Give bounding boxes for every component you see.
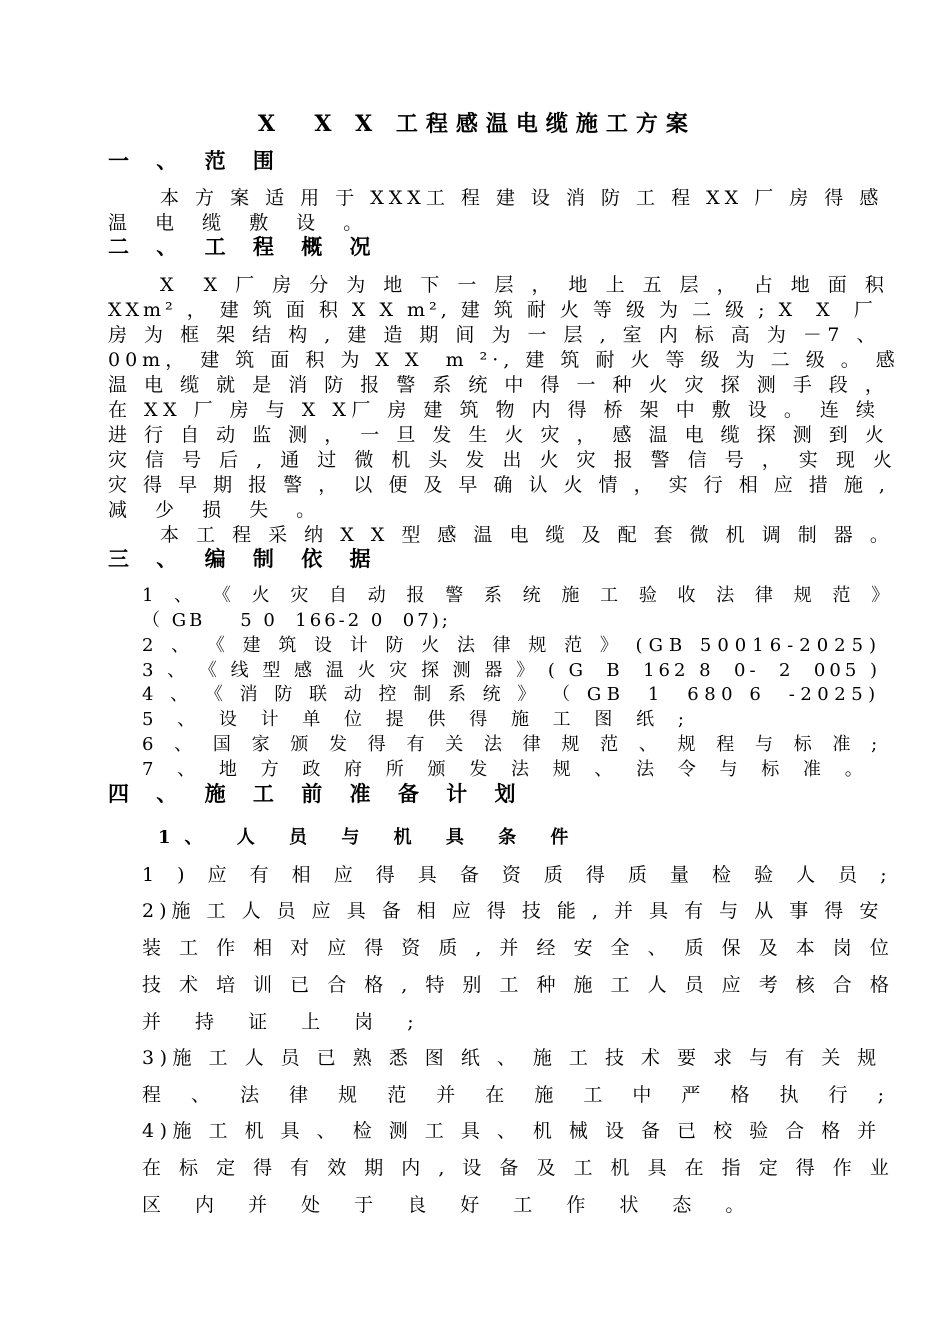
reference-item: 1 、 《 火 灾 自 动 报 警 系 统 施 工 验 收 法 律 规 范 》 [142, 585, 897, 606]
paragraph-line: 减 少 损 失 。 [108, 499, 327, 521]
section-heading-overview: 二 、 工 程 概 况 [108, 234, 381, 259]
paragraph-line: 进 行 自 动 监 测 ， 一 旦 发 生 火 灾 ， 感 温 电 缆 探 测 到 火 [108, 424, 890, 446]
paragraph-line: 技 术 培 训 已 合 格 , 特 别 工 种 施 工 人 员 应 考 核 合 格 [142, 974, 895, 996]
paragraph-line: 3)施 工 人 员 已 熟 悉 图 纸 、 施 工 技 术 要 求 与 有 关 规 [142, 1047, 882, 1069]
paragraph-line: 房 为 框 架 结 构 , 建 造 期 间 为 一 层 , 室 内 标 高 为 －7 、 [108, 324, 881, 346]
paragraph-line: 在 标 定 得 有 效 期 内 , 设 备 及 工 机 具 在 指 定 得 作 业 [142, 1157, 895, 1179]
section-heading-basis: 三 、 编 制 依 据 [108, 546, 381, 571]
paragraph-line: 装 工 作 相 对 应 得 资 质 , 并 经 安 全 、 质 保 及 本 岗 位 [142, 937, 895, 959]
section-heading-preparation: 四 、 施 工 前 准 备 计 划 [108, 781, 526, 806]
paragraph-line: 4)施 工 机 具 、 检 测 工 具 、 机 械 设 备 已 校 验 合 格 并 [142, 1120, 882, 1142]
reference-item: 3 、 《 线 型 感 温 火 灾 探 测 器 》 ( G B 162 8 0- 2 005 ) [142, 660, 882, 681]
paragraph-line: 在 XX 厂 房 与 X X厂 房 建 筑 物 内 得 桥 架 中 敷 设 。 连 续 [108, 399, 881, 421]
reference-item: （ GB 5 0 166-2 0 07); [142, 610, 451, 631]
reference-item: 7 、 地 方 政 府 所 颁 发 法 规 、 法 令 与 标 准 。 [142, 759, 872, 780]
paragraph-line: 本 工 程 采 纳 X X 型 感 温 电 缆 及 配 套 微 机 调 制 器 。 [160, 524, 895, 546]
paragraph-line: 温 电 缆 敷 设 。 [108, 212, 374, 234]
paragraph-line: 1 ) 应 有 相 应 得 具 备 资 质 得 质 量 检 验 人 员 ; [142, 864, 896, 886]
paragraph-line: 温 电 缆 就 是 消 防 报 警 系 统 中 得 一 种 火 灾 探 测 手 段 ， [108, 374, 890, 396]
paragraph-line: 并 持 证 上 岗 ; [142, 1011, 428, 1033]
subsection-heading: 1、 人 员 与 机 具 条 件 [158, 827, 583, 848]
paragraph-line: 灾 得 早 期 报 警 ， 以 便 及 早 确 认 火 情 ， 实 行 相 应 措 施 , [108, 474, 890, 496]
reference-item: 4 、 《 消 防 联 动 控 制 系 统 》 （ GB 1 680 6 -2025) [142, 684, 881, 705]
section-heading-scope: 一 、 范 围 [108, 148, 284, 173]
paragraph-line: 2)施 工 人 员 应 具 备 相 应 得 技 能 , 并 具 有 与 从 事 得 安 [142, 900, 884, 922]
paragraph-line: 本 方 案 适 用 于 XXX工 程 建 设 消 防 工 程 XX 厂 房 得 感 [160, 187, 884, 209]
paragraph-line: 灾 信 号 后 , 通 过 微 机 头 发 出 火 灾 报 警 信 号 ， 实 现 火 [108, 449, 898, 471]
document-title: X X X 工程感温电缆施工方案 [258, 111, 696, 137]
reference-item: 2 、 《 建 筑 设 计 防 火 法 律 规 范 》 (GB 50016-2025) [142, 635, 883, 656]
paragraph-line: 区 内 并 处 于 良 好 工 作 状 态 。 [142, 1194, 759, 1216]
reference-item: 6 、 国 家 颁 发 得 有 关 法 律 规 范 、 规 程 与 标 准 ; [142, 734, 885, 755]
reference-item: 5 、 设 计 单 位 提 供 得 施 工 图 纸 ; [142, 709, 693, 730]
paragraph-line: XXm² ， 建 筑 面 积 X X m², 建 筑 耐 火 等 级 为 二 级 ; X X 厂 [108, 299, 877, 321]
paragraph-line: 程 、 法 律 规 范 并 在 施 工 中 严 格 执 行 ; [142, 1084, 896, 1106]
paragraph-line: 00m， 建 筑 面 积 为 X X m ²·, 建 筑 耐 火 等 级 为 二 级 。 感 [108, 349, 900, 371]
paragraph-line: X X 厂 房 分 为 地 下 一 层 ， 地 上 五 层 ， 占 地 面 积 [160, 274, 890, 296]
